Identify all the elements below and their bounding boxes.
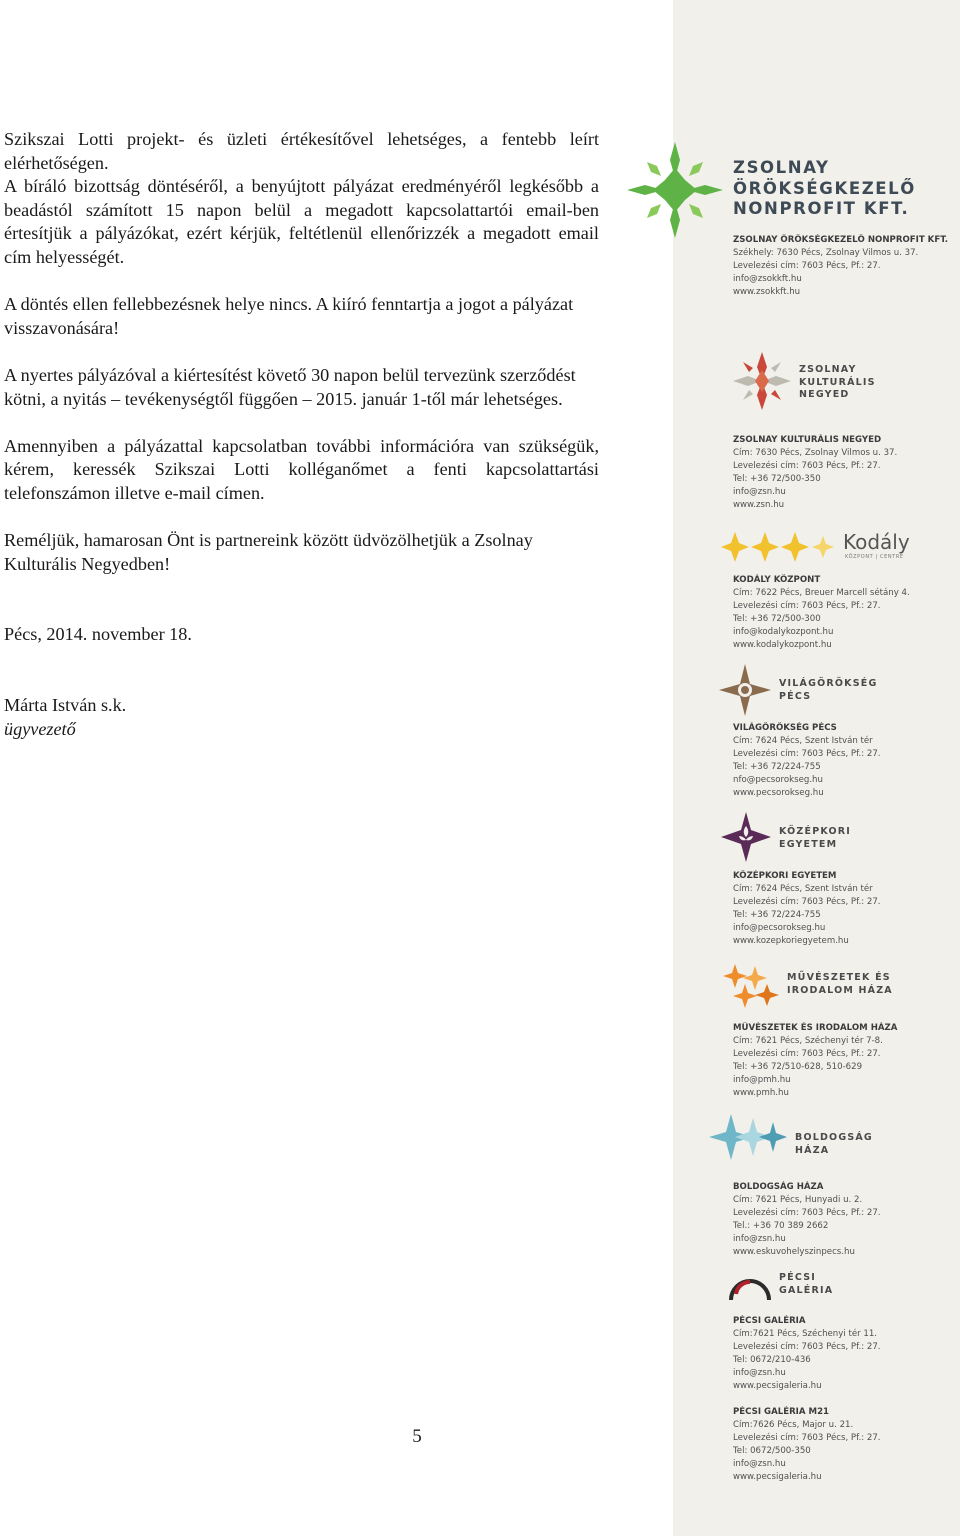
zsonk-info: ZSOLNAY ÖRÖKSÉGKEZELŐ NONPROFIT KFT. Székhely: 7630 Pécs, Zsolnay Vilmos u. 37. Levelezési cím: 7603 Pécs, Pf.: 27. info@zsokkft.hu www.zsokkft.hu bbox=[733, 235, 949, 298]
muveszetek-info: MŰVÉSZETEK ÉS IRODALOM HÁZA Cím: 7621 Pécs, Széchenyi tér 7-8. Levelezési cím: 7603 Pécs, Pf.: 27. Tel: +36 72/510-628, 510-629 info@pmh.hu www.pmh.hu bbox=[733, 1023, 898, 1099]
paragraph-decision: A bíráló bizottság döntéséről, a benyújtott pályázat eredményéről legkésőbb a beadástól számított 15 napon belül a megadott kapcsolattartói email-ben értesítjük a pályázókat, ezért kérjük, feltétlenül ellenőrizzék a megadott email cím helyességét. bbox=[4, 176, 599, 267]
m21-info: PÉCSI GALÉRIA M21 Cím:7626 Pécs, Major u. 21. Levelezési cím: 7603 Pécs, Pf.: 27. Tel: 0672/500-350 info@zsn.hu www.pecsigaleria.hu bbox=[733, 1407, 881, 1483]
vilag-brand: VILÁGÖRÖKSÉG PÉCS bbox=[779, 678, 878, 702]
zsolnay-green-star-cluster-icon bbox=[625, 140, 725, 240]
paragraph-closing: Reméljük, hamarosan Önt is partnereink között üdvözölhetjük a Zsolnay Kulturális Negyedben! bbox=[4, 530, 533, 574]
vilag-info: VILÁGÖRÖKSÉG PÉCS Cím: 7624 Pécs, Szent István tér Levelezési cím: 7603 Pécs, Pf.: 27. Tel: +36 72/224-755 nfo@pecsorokseg.hu www.pecsorokseg.hu bbox=[733, 723, 881, 799]
letter-body bbox=[4, 128, 599, 741]
kodaly-brand-sub: KÖZPONT | CENTRE bbox=[845, 554, 904, 560]
kodaly-yellow-stars-icon bbox=[721, 530, 837, 564]
place-date: Pécs, 2014. november 18. bbox=[4, 624, 192, 645]
paragraph-appeal: A döntés ellen fellebbezésnek helye nincs. A kiíró fenntartja a jogot a pályázat visszavonására! bbox=[4, 294, 574, 338]
zsonk-brand: ZSOLNAY ÖRÖKSÉGKEZELŐ NONPROFIT KFT. bbox=[733, 158, 916, 218]
signer-name: Márta István s.k. bbox=[4, 695, 127, 716]
zsn-brand: ZSOLNAY KULTURÁLIS NEGYED bbox=[799, 364, 876, 400]
zsn-info: ZSOLNAY KULTURÁLIS NEGYED Cím: 7630 Pécs, Zsolnay Vilmos u. 37. Levelezési cím: 7603 Pécs, Pf.: 27. Tel: +36 72/500-350 info@zsn.hu www.zsn.hu bbox=[733, 435, 898, 511]
galeria-brand: PÉCSI GALÉRIA bbox=[779, 1272, 834, 1296]
signer-title: ügyvezető bbox=[4, 718, 76, 739]
boldogsag-brand: BOLDOGSÁG HÁZA bbox=[795, 1132, 873, 1156]
muveszetek-brand: MŰVÉSZETEK ÉS IRODALOM HÁZA bbox=[787, 972, 893, 996]
muveszetek-orange-stars-icon bbox=[723, 962, 781, 1010]
kozepkori-fleur-star-icon bbox=[719, 810, 773, 864]
kozepkori-brand: KÖZÉPKORI EGYETEM bbox=[779, 826, 852, 850]
paragraph-contact: Szikszai Lotti projekt- és üzleti értékesítővel lehetséges, a fentebb leírt elérhetőségen. bbox=[4, 129, 599, 173]
boldogsag-blue-stars-icon bbox=[709, 1112, 793, 1162]
kozepkori-info: KÖZÉPKORI EGYETEM Cím: 7624 Pécs, Szent István tér Levelezési cím: 7603 Pécs, Pf.: 27. Tel: +36 72/224-755 info@pecsorokseg.hu www.kozepkoriegyetem.hu bbox=[733, 871, 881, 947]
page-number: 5 bbox=[412, 1426, 422, 1447]
galeria-info: PÉCSI GALÉRIA Cím:7621 Pécs, Széchenyi tér 11. Levelezési cím: 7603 Pécs, Pf.: 27. Tel: 0672/210-436 info@zsn.hu www.pecsigaleria.hu bbox=[733, 1316, 881, 1392]
vilagorokseg-star-icon bbox=[717, 662, 773, 718]
boldogsag-info: BOLDOGSÁG HÁZA Cím: 7621 Pécs, Hunyadi u. 2. Levelezési cím: 7603 Pécs, Pf.: 27. Tel.: +36 70 389 2662 info@zsn.hu www.eskuvohelyszinpecs.hu bbox=[733, 1182, 881, 1258]
paragraph-further-info: Amennyiben a pályázattal kapcsolatban további információra van szükségük, kérem, keressék Szikszai Lotti kolléganőmet a fenti kapcsolattartási telefonszámon illetve e-mail címen. bbox=[4, 435, 599, 503]
pecsi-galeria-arc-icon bbox=[727, 1270, 773, 1304]
kodaly-info: KODÁLY KÖZPONT Cím: 7622 Pécs, Breuer Marcell sétány 4. Levelezési cím: 7603 Pécs, Pf.: 27. Tel: +36 72/500-300 info@kodalykozpont.hu www.kodalykozpont.hu bbox=[733, 575, 910, 651]
kodaly-brand: Kodály bbox=[843, 530, 910, 554]
zsolnay-red-star-cluster-icon bbox=[731, 350, 793, 412]
paragraph-contract: A nyertes pályázóval a kiértesítést követő 30 napon belül tervezünk szerződést kötni, a nyitás – tevékenységtől függően – 2015. január 1-től már lehetséges. bbox=[4, 364, 576, 409]
sidebar-partners bbox=[673, 0, 960, 1536]
